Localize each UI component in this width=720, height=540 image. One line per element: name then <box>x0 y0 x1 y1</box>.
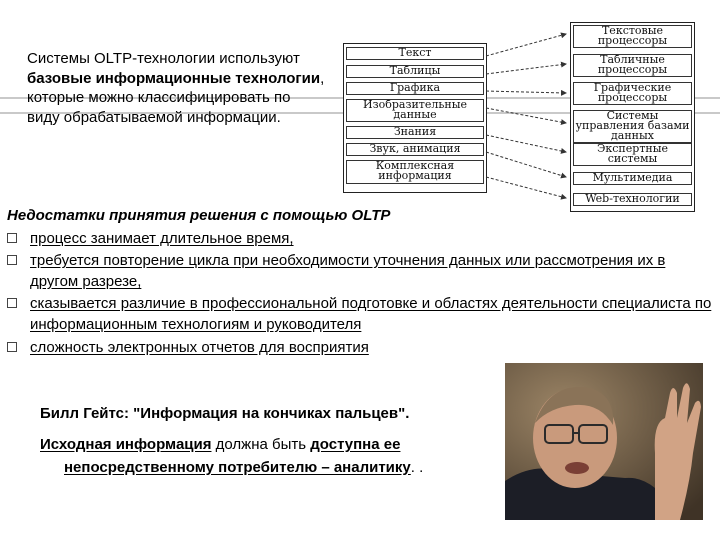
arrow-graphics <box>486 91 566 93</box>
technology-item: Табличные процессоры <box>573 54 692 77</box>
arrow-images <box>486 108 566 123</box>
technology-item: Графические процессоры <box>573 82 692 105</box>
list-item-text: процесс занимает длительное время, <box>30 230 294 247</box>
disadvantages-heading: Недостатки принятия решения с помощью OLTP <box>7 207 391 224</box>
technology-item: Web-технологии <box>573 193 692 206</box>
data-type-item: Текст <box>346 47 484 60</box>
data-type-item: Звук, анимация <box>346 143 484 156</box>
data-type-item: Графика <box>346 82 484 95</box>
data-type-item: Комплексная информация <box>346 160 484 184</box>
data-type-item: Изобразительные данные <box>346 99 484 122</box>
source-info-dots: . . <box>410 459 424 476</box>
source-info-line-2 <box>64 457 423 478</box>
data-type-item: Таблицы <box>346 65 484 78</box>
checkbox-square-icon <box>7 255 17 265</box>
list-item-text: сложность электронных отчетов для восприятия <box>30 339 369 356</box>
intro-text-start: Системы OLTP-технологии используют <box>27 50 300 67</box>
list-item <box>7 337 712 358</box>
speaker-photo <box>505 363 703 520</box>
arrow-tables <box>486 64 566 74</box>
arrow-sound <box>486 152 566 177</box>
technology-item: Системы управления базами данных <box>573 110 692 143</box>
technology-item: Экспертные системы <box>573 143 692 166</box>
list-item <box>7 293 712 335</box>
source-info-available: доступна ее <box>310 436 401 453</box>
arrow-complex <box>486 177 566 198</box>
intro-text-end: , которые можно классифицировать по виду обрабатываемой информации. <box>27 69 325 126</box>
source-info-mid: должна быть <box>211 436 311 453</box>
checkbox-square-icon <box>7 342 17 352</box>
source-info-line <box>40 434 400 455</box>
intro-text-bold: базовые информационные технологии <box>27 69 321 87</box>
list-item-text: сказывается различие в профессиональной подготовке и областях деятельности специалиста по информационным технологиям и руководителя <box>30 295 712 333</box>
source-info-term: Исходная информация <box>40 436 212 453</box>
list-item-text: требуется повторение цикла при необходимости уточнения данных или рассмотрения их в другом разрезе, <box>30 252 666 290</box>
technologies-box <box>570 22 695 212</box>
gates-quote: Билл Гейтс: "Информация на кончиках пальцев". <box>40 405 410 422</box>
list-item <box>7 250 712 292</box>
technology-item: Текстовые процессоры <box>573 25 692 48</box>
source-info-consumer: непосредственному потребителю – аналитику <box>64 459 411 476</box>
list-item <box>7 228 712 249</box>
arrow-knowledge <box>486 135 566 152</box>
technology-item: Мультимедиа <box>573 172 692 185</box>
checkbox-square-icon <box>7 233 17 243</box>
checkbox-square-icon <box>7 298 17 308</box>
data-type-item: Знания <box>346 126 484 139</box>
arrow-text <box>486 34 566 56</box>
